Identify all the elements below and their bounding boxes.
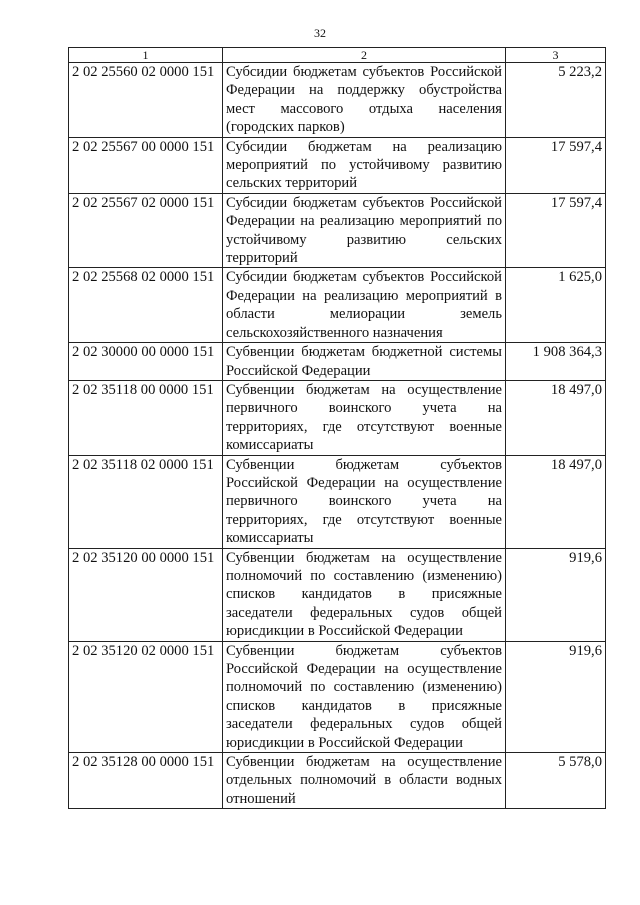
table-row <box>69 455 606 548</box>
amount-cell: 18 497,0 <box>506 380 606 455</box>
budget-code-cell: 2 02 25560 02 0000 151 <box>69 63 223 138</box>
revenue-name-cell: Субсидии бюджетам на реализацию мероприятий по устойчивому развитию сельских территорий <box>223 137 506 193</box>
column-number-header-row <box>69 48 606 63</box>
revenue-name-cell: Субвенции бюджетам субъектов Российской Федерации на осуществление первичного воинского учета на территориях, где отсутствуют военные комиссариаты <box>223 455 506 548</box>
revenue-name-cell: Субсидии бюджетам субъектов Российской Федерации на реализацию мероприятий по устойчивому развитию сельских территорий <box>223 193 506 268</box>
revenue-name-cell: Субсидии бюджетам субъектов Российской Федерации на поддержку обустройства мест массового отдыха населения (городских парков) <box>223 63 506 138</box>
table-row <box>69 641 606 752</box>
budget-code-cell: 2 02 35118 02 0000 151 <box>69 455 223 548</box>
revenue-name-cell: Субвенции бюджетам субъектов Российской Федерации на осуществление полномочий по составлению (изменению) списков кандидатов в присяжные заседатели федеральных судов общей юрисдикции в Российской Федерации <box>223 641 506 752</box>
amount-cell: 919,6 <box>506 641 606 752</box>
table-row <box>69 753 606 809</box>
budget-code-cell: 2 02 35120 02 0000 151 <box>69 641 223 752</box>
amount-cell: 18 497,0 <box>506 455 606 548</box>
budget-code-cell: 2 02 35120 00 0000 151 <box>69 548 223 641</box>
table-row <box>69 193 606 268</box>
column-header-1: 1 <box>69 48 223 63</box>
amount-cell: 919,6 <box>506 548 606 641</box>
amount-cell: 17 597,4 <box>506 137 606 193</box>
revenue-name-cell: Субвенции бюджетам на осуществление отдельных полномочий в области водных отношений <box>223 753 506 809</box>
revenue-name-cell: Субсидии бюджетам субъектов Российской Федерации на реализацию мероприятий в области мелиорации земель сельскохозяйственного назначения <box>223 268 506 343</box>
revenue-name-cell: Субвенции бюджетам на осуществление первичного воинского учета на территориях, где отсутствуют военные комиссариаты <box>223 380 506 455</box>
amount-cell: 5 578,0 <box>506 753 606 809</box>
table-row <box>69 268 606 343</box>
column-header-2: 2 <box>223 48 506 63</box>
budget-code-cell: 2 02 25567 02 0000 151 <box>69 193 223 268</box>
table-row <box>69 137 606 193</box>
budget-code-cell: 2 02 25568 02 0000 151 <box>69 268 223 343</box>
amount-cell: 5 223,2 <box>506 63 606 138</box>
amount-cell: 1 908 364,3 <box>506 343 606 381</box>
amount-cell: 17 597,4 <box>506 193 606 268</box>
amount-cell: 1 625,0 <box>506 268 606 343</box>
budget-code-cell: 2 02 35118 00 0000 151 <box>69 380 223 455</box>
budget-code-cell: 2 02 35128 00 0000 151 <box>69 753 223 809</box>
table-row <box>69 343 606 381</box>
budget-code-cell: 2 02 25567 00 0000 151 <box>69 137 223 193</box>
table-row <box>69 380 606 455</box>
table-row <box>69 548 606 641</box>
revenue-name-cell: Субвенции бюджетам на осуществление полномочий по составлению (изменению) списков кандидатов в присяжные заседатели федеральных судов общей юрисдикции в Российской Федерации <box>223 548 506 641</box>
page-number: 32 <box>314 26 326 40</box>
table-row <box>69 63 606 138</box>
budget-revenue-table <box>68 47 606 809</box>
column-header-3: 3 <box>506 48 606 63</box>
revenue-name-cell: Субвенции бюджетам бюджетной системы Российской Федерации <box>223 343 506 381</box>
budget-code-cell: 2 02 30000 00 0000 151 <box>69 343 223 381</box>
